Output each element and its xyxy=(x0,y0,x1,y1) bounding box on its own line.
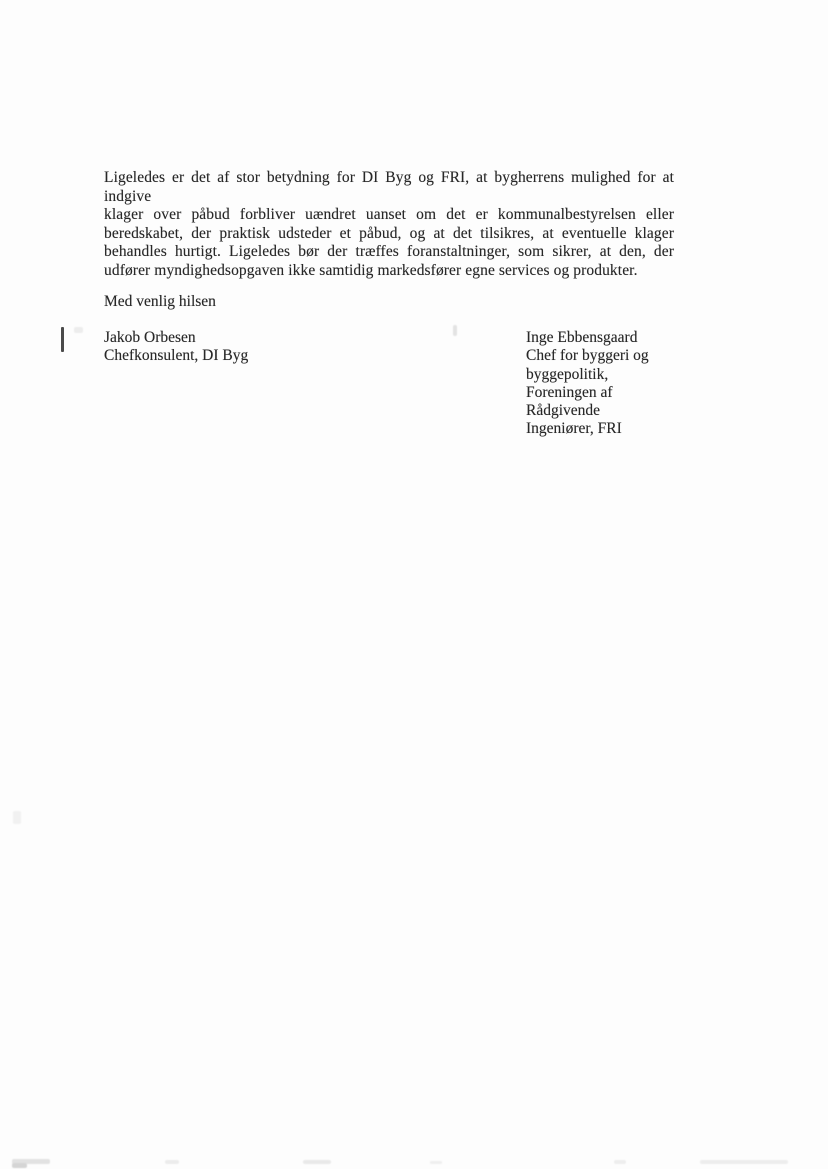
signature-block-left xyxy=(104,329,364,366)
scan-artifact xyxy=(700,1160,788,1164)
signatory-title: Chef for byggeri og xyxy=(526,347,649,365)
scan-artifact xyxy=(453,325,457,336)
letter-closing: Med venlig hilsen xyxy=(104,293,216,310)
margin-annotation-mark xyxy=(61,327,64,352)
signatory-title: Ingeniører, FRI xyxy=(526,420,622,438)
scan-artifact xyxy=(614,1160,626,1164)
scan-artifact xyxy=(303,1160,331,1164)
paragraph-line: klager over påbud forbliver uændret uanset om det er kommunalbestyrelsen eller xyxy=(104,206,674,224)
paragraph-line: beredskabet, der praktisk udsteder et påbud, og at det tilsikres, at eventuelle klager xyxy=(104,224,674,242)
signatory-title: Chefkonsulent, DI Byg xyxy=(104,347,249,365)
letter-paragraph xyxy=(104,169,674,281)
scan-artifact xyxy=(12,1163,27,1168)
paragraph-line: Ligeledes er det af stor betydning for DI Byg og FRI, at bygherrens mulighed for at indgive xyxy=(104,169,674,205)
scan-artifact xyxy=(13,811,21,824)
signature-block-right xyxy=(526,329,676,439)
signatory-name: Jakob Orbesen xyxy=(104,329,196,346)
signatory-title: Rådgivende xyxy=(526,402,601,420)
signatory-title: Foreningen af xyxy=(526,383,613,401)
signatory-name: Inge Ebbensgaard xyxy=(526,329,638,346)
scan-artifact xyxy=(430,1161,442,1164)
scan-artifact xyxy=(74,327,83,333)
paragraph-line: udfører myndighedsopgaven ikke samtidig markedsfører egne services og produkter. xyxy=(104,261,638,279)
scan-artifact xyxy=(165,1160,179,1164)
paragraph-line: behandles hurtigt. Ligeledes bør der træffes foranstaltninger, som sikrer, at den, der xyxy=(104,243,674,261)
signatory-title: byggepolitik, xyxy=(526,365,609,383)
